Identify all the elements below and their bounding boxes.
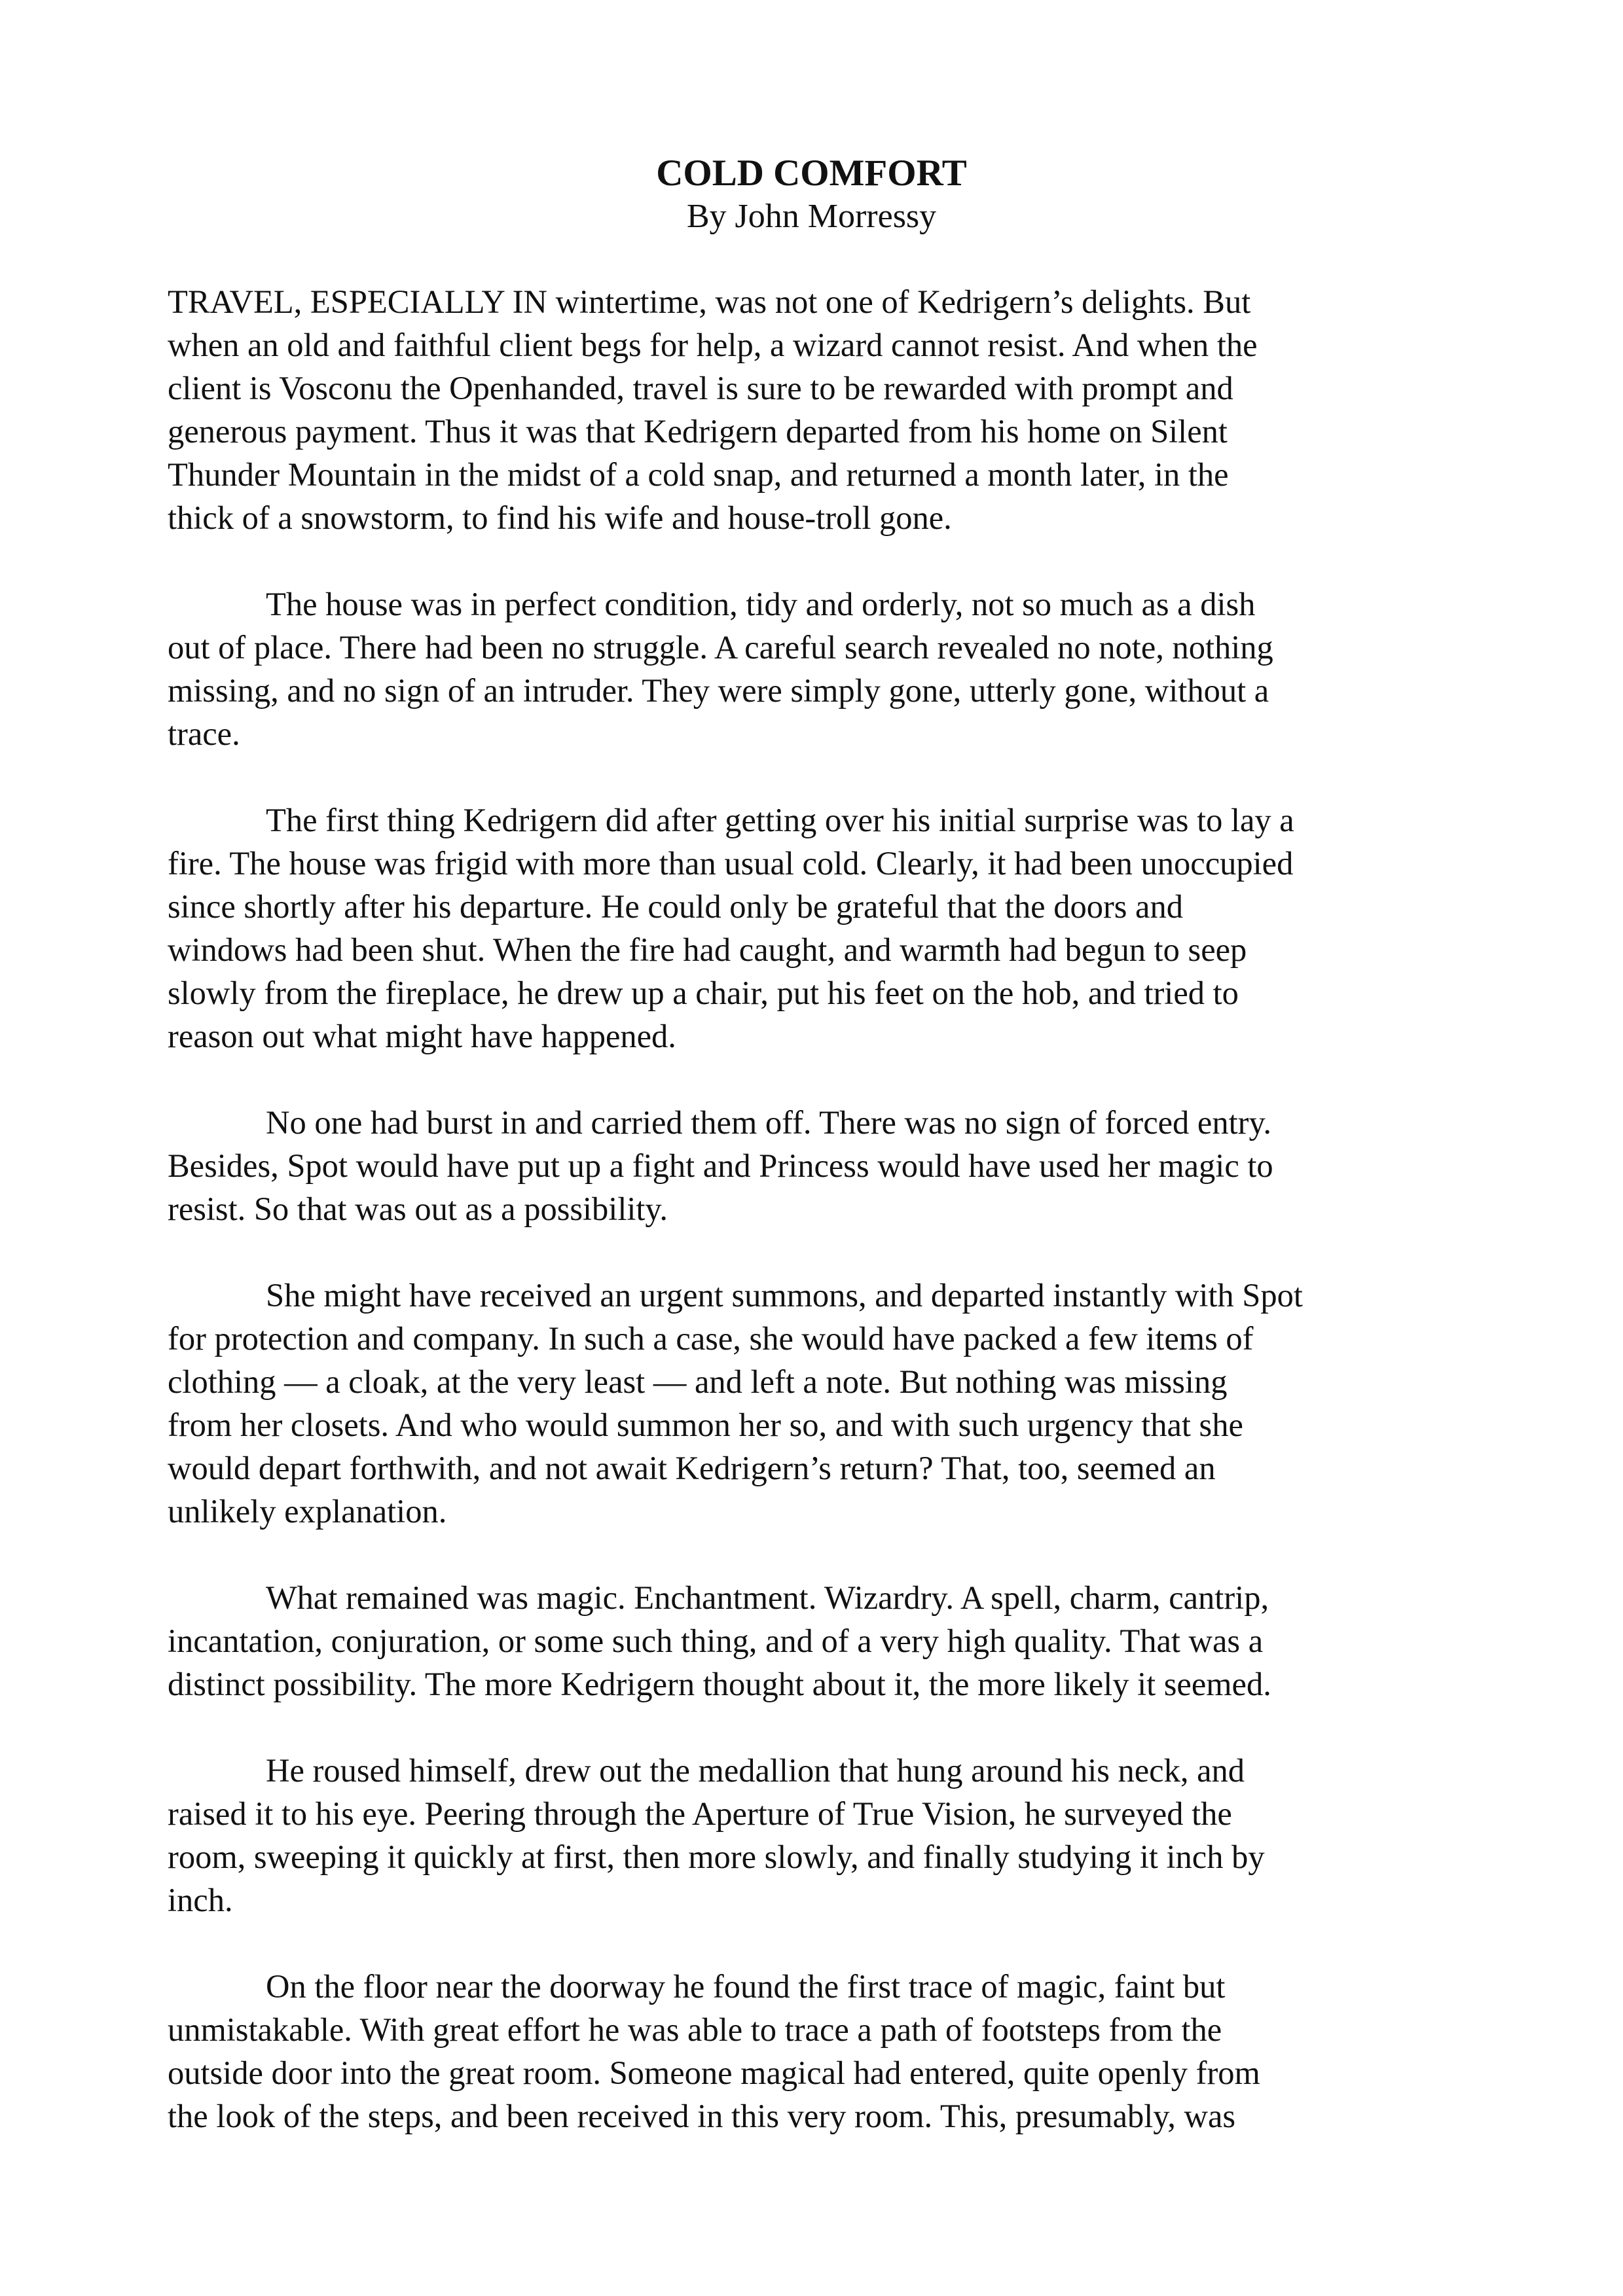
story-paragraph	[168, 583, 1470, 755]
paragraph-line: slowly from the fireplace, he drew up a chair, put his feet on the hob, and tried to	[168, 975, 1239, 1011]
paragraph-line: incantation, conjuration, or some such thing, and of a very high quality. That was a	[168, 1623, 1264, 1659]
paragraph-line: The house was in perfect condition, tidy and orderly, not so much as a dish	[266, 586, 1256, 622]
paragraph-line: The first thing Kedrigern did after getting over his initial surprise was to lay a	[266, 802, 1294, 838]
story-paragraph	[168, 1576, 1470, 1706]
paragraph-line: inch.	[168, 1882, 233, 1918]
paragraph-line: clothing — a cloak, at the very least — and left a note. But nothing was missing	[168, 1363, 1228, 1400]
paragraph-line: Thunder Mountain in the midst of a cold snap, and returned a month later, in the	[168, 456, 1229, 493]
paragraph-line: the look of the steps, and been received in this very room. This, presumably, was	[168, 2098, 1236, 2134]
paragraph-line: room, sweeping it quickly at first, then more slowly, and finally studying it inch by	[168, 1839, 1265, 1875]
paragraph-line: On the floor near the doorway he found the first trace of magic, faint but	[266, 1968, 1226, 2005]
paragraph-line: out of place. There had been no struggle. A careful search revealed no note, nothing	[168, 629, 1273, 666]
paragraph-line: reason out what might have happened.	[168, 1018, 676, 1054]
paragraph-line: resist. So that was out as a possibility.	[168, 1191, 668, 1227]
paragraph-line: outside door into the great room. Someone magical had entered, quite openly from	[168, 2054, 1260, 2091]
paragraph-line: unmistakable. With great effort he was able to trace a path of footsteps from the	[168, 2011, 1222, 2048]
paragraph-line: trace.	[168, 715, 240, 752]
story-paragraph	[168, 1749, 1470, 1922]
paragraph-line: What remained was magic. Enchantment. Wizardry. A spell, charm, cantrip,	[266, 1579, 1269, 1616]
paragraph-line: would depart forthwith, and not await Kedrigern’s return? That, too, seemed an	[168, 1450, 1216, 1486]
paragraph-line: thick of a snowstorm, to find his wife and house-troll gone.	[168, 499, 952, 536]
story-paragraph	[168, 798, 1470, 1058]
paragraph-line: when an old and faithful client begs for help, a wizard cannot resist. And when the	[168, 327, 1258, 363]
paragraph-line: from her closets. And who would summon her so, and with such urgency that she	[168, 1407, 1243, 1443]
story-byline: By John Morressy	[686, 198, 937, 235]
paragraph-line: for protection and company. In such a case, she would have packed a few items of	[168, 1320, 1254, 1357]
paragraph-line: unlikely explanation.	[168, 1493, 447, 1530]
paragraph-line: fire. The house was frigid with more than usual cold. Clearly, it had been unoccupied	[168, 845, 1294, 882]
story-paragraph	[168, 280, 1470, 539]
paragraph-line: Besides, Spot would have put up a fight and Princess would have used her magic to	[168, 1147, 1273, 1184]
paragraph-line: He roused himself, drew out the medallion that hung around his neck, and	[266, 1752, 1245, 1789]
story-paragraph	[168, 1101, 1470, 1230]
paragraph-line: raised it to his eye. Peering through the Aperture of True Vision, he surveyed the	[168, 1795, 1232, 1832]
paragraph-line: TRAVEL, ESPECIALLY IN wintertime, was not one of Kedrigern’s delights. But	[168, 283, 1251, 320]
paragraph-line: No one had burst in and carried them off. There was no sign of forced entry.	[266, 1104, 1272, 1141]
paragraph-line: She might have received an urgent summons, and departed instantly with Spot	[266, 1277, 1303, 1314]
paragraph-line: since shortly after his departure. He could only be grateful that the doors and	[168, 888, 1183, 925]
paragraph-line: windows had been shut. When the fire had caught, and warmth had begun to seep	[168, 931, 1247, 968]
paragraph-line: missing, and no sign of an intruder. They were simply gone, utterly gone, without a	[168, 672, 1269, 709]
story-paragraph	[168, 1965, 1470, 2138]
paragraph-line: generous payment. Thus it was that Kedrigern departed from his home on Silent	[168, 413, 1228, 450]
story-paragraph	[168, 1274, 1470, 1533]
story-body	[168, 280, 1470, 2181]
paragraph-line: client is Vosconu the Openhanded, travel is sure to be rewarded with prompt and	[168, 370, 1233, 406]
paragraph-line: distinct possibility. The more Kedrigern thought about it, the more likely it seemed.	[168, 1666, 1271, 1702]
story-header	[0, 152, 1623, 238]
story-title: COLD COMFORT	[656, 152, 967, 194]
